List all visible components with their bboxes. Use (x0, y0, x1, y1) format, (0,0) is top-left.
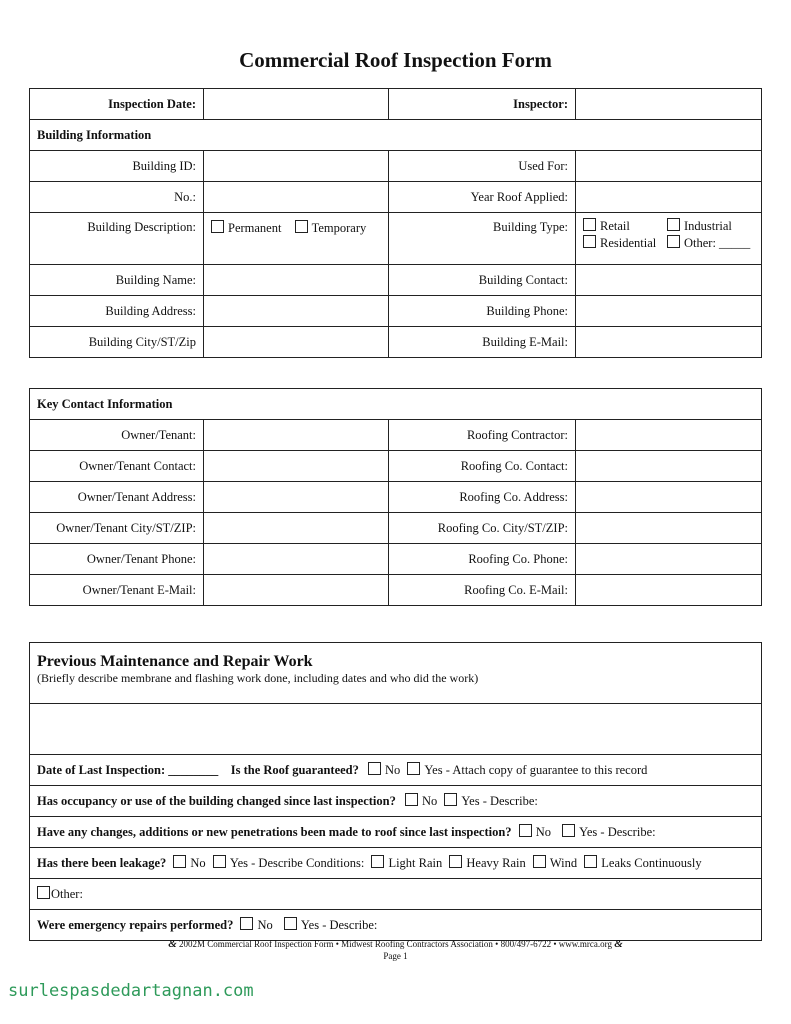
checkbox-icon[interactable] (449, 855, 462, 868)
roofing-co-email-field[interactable] (576, 575, 762, 606)
occupancy-yes: Yes - Describe: (461, 794, 538, 808)
building-city-field[interactable] (204, 327, 389, 358)
owner-tenant-field[interactable] (204, 420, 389, 451)
checkbox-icon[interactable] (368, 762, 381, 775)
building-name-field[interactable] (204, 265, 389, 296)
retail-option[interactable]: Retail (583, 218, 667, 234)
temporary-option[interactable]: Temporary (295, 221, 367, 235)
occupancy-no: No (421, 794, 438, 808)
owner-tenant-contact-field[interactable] (204, 451, 389, 482)
leakage-no: No (190, 856, 206, 870)
building-email-label: Building E-Mail: (389, 327, 576, 358)
guaranteed-no: No (385, 763, 401, 777)
maintenance-table (29, 642, 762, 941)
building-description-options (204, 213, 389, 265)
building-info-heading: Building Information (30, 120, 762, 151)
leakage-question: Has there been leakage? (37, 856, 167, 870)
industrial-option[interactable]: Industrial (667, 218, 754, 234)
roofing-co-phone-field[interactable] (576, 544, 762, 575)
footer-text: 2002M Commercial Roof Inspection Form • Midwest Roofing Contractors Association • 800/497-6722 • www.mrca.org (179, 939, 612, 949)
year-roof-applied-field[interactable] (576, 182, 762, 213)
year-roof-applied-label: Year Roof Applied: (389, 182, 576, 213)
roofing-co-city-field[interactable] (576, 513, 762, 544)
mrca-logo-icon: & (168, 938, 177, 950)
roofing-co-contact-field[interactable] (576, 451, 762, 482)
checkbox-icon[interactable] (444, 793, 457, 806)
maintenance-description-field[interactable] (30, 704, 762, 755)
light-rain-option: Light Rain (388, 856, 443, 870)
owner-tenant-email-field[interactable] (204, 575, 389, 606)
owner-tenant-city-label: Owner/Tenant City/ST/ZIP: (30, 513, 204, 544)
building-phone-field[interactable] (576, 296, 762, 327)
used-for-field[interactable] (576, 151, 762, 182)
guaranteed-yes: Yes - Attach copy of guarantee to this record (424, 763, 648, 777)
checkbox-icon[interactable] (584, 855, 597, 868)
last-inspection-row (30, 755, 762, 786)
checkbox-icon[interactable] (667, 218, 680, 231)
building-phone-label: Building Phone: (389, 296, 576, 327)
key-contact-table (29, 388, 762, 606)
changes-question: Have any changes, additions or new penetrations been made to roof since last inspection? (37, 825, 512, 839)
roofing-co-contact-label: Roofing Co. Contact: (389, 451, 576, 482)
inspector-label: Inspector: (389, 89, 576, 120)
leakage-row (30, 848, 762, 879)
heavy-rain-option: Heavy Rain (466, 856, 526, 870)
mrca-logo-icon: & (614, 938, 623, 950)
roofing-contractor-field[interactable] (576, 420, 762, 451)
maintenance-subheading: (Briefly describe membrane and flashing work done, including dates and who did the work) (37, 671, 479, 685)
roofing-co-email-label: Roofing Co. E-Mail: (389, 575, 576, 606)
last-inspection-label: Date of Last Inspection: ________ (37, 763, 219, 777)
checkbox-icon[interactable] (295, 220, 308, 233)
emergency-row (30, 910, 762, 941)
footer (0, 938, 791, 962)
owner-tenant-phone-field[interactable] (204, 544, 389, 575)
owner-tenant-address-label: Owner/Tenant Address: (30, 482, 204, 513)
building-email-field[interactable] (576, 327, 762, 358)
key-contact-heading: Key Contact Information (30, 389, 762, 420)
inspection-date-label: Inspection Date: (30, 89, 204, 120)
owner-tenant-label: Owner/Tenant: (30, 420, 204, 451)
checkbox-icon[interactable] (519, 824, 532, 837)
building-address-label: Building Address: (30, 296, 204, 327)
changes-no: No (535, 825, 551, 839)
form-title: Commercial Roof Inspection Form (239, 48, 552, 72)
building-address-field[interactable] (204, 296, 389, 327)
owner-tenant-phone-label: Owner/Tenant Phone: (30, 544, 204, 575)
roofing-co-address-field[interactable] (576, 482, 762, 513)
roofing-co-address-label: Roofing Co. Address: (389, 482, 576, 513)
owner-tenant-address-field[interactable] (204, 482, 389, 513)
checkbox-icon[interactable] (37, 886, 50, 899)
checkbox-icon[interactable] (211, 220, 224, 233)
other-option: Other: (51, 887, 83, 901)
building-type-options (576, 213, 762, 265)
emergency-question: Were emergency repairs performed? (37, 918, 234, 932)
building-type-label: Building Type: (389, 213, 576, 265)
building-city-label: Building City/ST/Zip (30, 327, 204, 358)
permanent-option[interactable]: Permanent (211, 221, 281, 235)
checkbox-icon[interactable] (583, 235, 596, 248)
occupancy-row (30, 786, 762, 817)
inspection-date-field[interactable] (204, 89, 389, 120)
occupancy-question: Has occupancy or use of the building changed since last inspection? (37, 794, 396, 808)
owner-tenant-city-field[interactable] (204, 513, 389, 544)
residential-option[interactable]: Residential (583, 235, 667, 251)
checkbox-icon[interactable] (213, 855, 226, 868)
owner-tenant-contact-label: Owner/Tenant Contact: (30, 451, 204, 482)
watermark: surlespasdedartagnan.com (8, 981, 254, 1001)
other-row (30, 879, 762, 910)
no-label: No.: (30, 182, 204, 213)
checkbox-icon[interactable] (533, 855, 546, 868)
checkbox-icon[interactable] (562, 824, 575, 837)
roofing-co-city-label: Roofing Co. City/ST/ZIP: (389, 513, 576, 544)
emergency-no: No (257, 918, 273, 932)
checkbox-icon[interactable] (284, 917, 297, 930)
changes-yes: Yes - Describe: (579, 825, 656, 839)
checkbox-icon[interactable] (583, 218, 596, 231)
building-name-label: Building Name: (30, 265, 204, 296)
building-contact-label: Building Contact: (389, 265, 576, 296)
owner-tenant-email-label: Owner/Tenant E-Mail: (30, 575, 204, 606)
building-id-field[interactable] (204, 151, 389, 182)
changes-row (30, 817, 762, 848)
leakage-yes: Yes - Describe Conditions: (229, 856, 365, 870)
roofing-co-phone-label: Roofing Co. Phone: (389, 544, 576, 575)
maintenance-heading: Previous Maintenance and Repair Work (37, 653, 313, 670)
wind-option: Wind (549, 856, 578, 870)
building-description-label: Building Description: (30, 213, 204, 265)
roofing-contractor-label: Roofing Contractor: (389, 420, 576, 451)
checkbox-icon[interactable] (371, 855, 384, 868)
checkbox-icon[interactable] (405, 793, 418, 806)
guaranteed-question: Is the Roof guaranteed? (230, 763, 359, 777)
leaks-continuously-option: Leaks Continuously (601, 856, 702, 870)
checkbox-icon[interactable] (173, 855, 186, 868)
checkbox-icon[interactable] (240, 917, 253, 930)
page-number: Page 1 (383, 951, 408, 961)
used-for-label: Used For: (389, 151, 576, 182)
building-contact-field[interactable] (576, 265, 762, 296)
maintenance-heading-cell (30, 643, 762, 704)
building-info-table (29, 88, 762, 358)
building-id-label: Building ID: (30, 151, 204, 182)
emergency-yes: Yes - Describe: (300, 918, 378, 932)
no-field[interactable] (204, 182, 389, 213)
inspector-field[interactable] (576, 89, 762, 120)
checkbox-icon[interactable] (667, 235, 680, 248)
checkbox-icon[interactable] (407, 762, 420, 775)
other-option[interactable]: Other: _____ (667, 235, 754, 251)
